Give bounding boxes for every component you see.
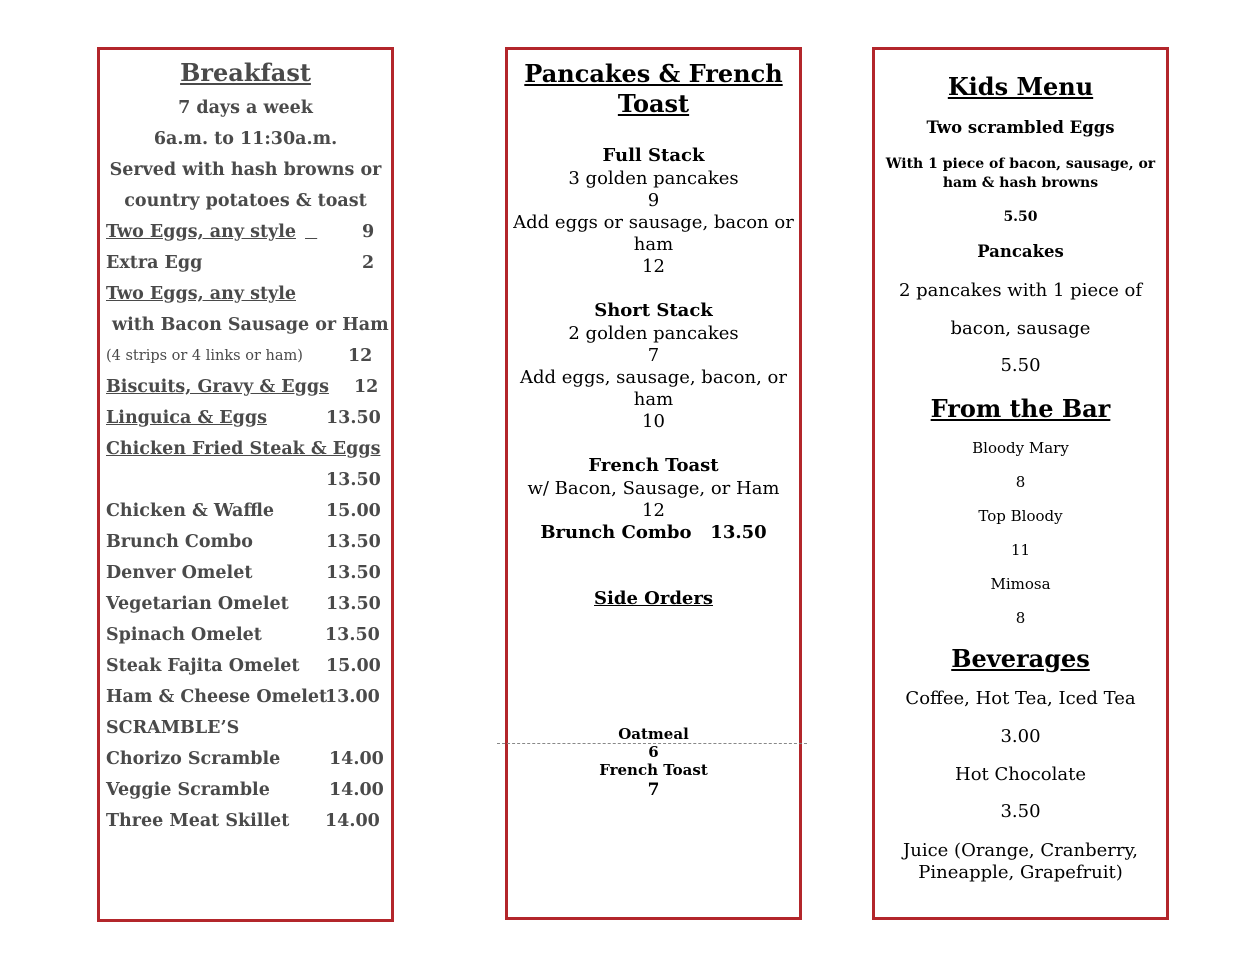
menu-item: Vegetarian Omelet [106,594,289,614]
bar-item-name: Mimosa [990,575,1051,593]
french-toast-side-price: 7 [647,780,660,800]
side-orders-heading: Side Orders [594,588,713,609]
pancakes-title-line1: Pancakes & French [524,59,783,88]
short-stack-desc: 2 golden pancakes [568,323,739,344]
menu-item: Ham & Cheese Omelet [106,687,328,707]
brunch-combo-label: Brunch Combo [540,522,692,543]
menu-item: Two Eggs, any style [106,284,296,304]
full-stack-addon-line2: ham [633,234,674,255]
menu-item: Linguica & Eggs [106,408,267,428]
french-toast-name: French Toast [588,455,719,476]
menu-price: 2 [362,253,375,273]
menu-item: Steak Fajita Omelet [106,656,300,676]
bar-item-price: 8 [1015,609,1026,627]
menu-price: 15.00 [326,501,381,521]
short-stack-addon-line1: Add eggs, sausage, bacon, or [520,367,787,388]
menu-price: 12 [354,377,379,397]
short-stack-price: 7 [647,345,660,366]
beverage-item-line1: Juice (Orange, Cranberry, [903,840,1138,861]
breakfast-note-line1: Served with hash browns or [109,160,382,180]
menu-item-note: (4 strips or 4 links or ham) [106,348,303,364]
kids-bar-beverages-panel [872,47,1169,920]
beverage-price: 3.00 [1000,726,1041,747]
beverage-item-line2: Pineapple, Grapefruit) [918,862,1123,883]
full-stack-addon-price: 12 [642,256,665,277]
menu-item: Brunch Combo [106,532,253,552]
menu-price: 13.50 [326,563,381,583]
full-stack-price: 9 [647,190,660,211]
breakfast-title: Breakfast [180,58,311,87]
oatmeal-name: Oatmeal [618,725,689,743]
menu-price: 9 [362,222,375,242]
menu-price: 12 [348,346,373,366]
kids-item1-price: 5.50 [1003,209,1038,225]
menu-price: 13.50 [326,470,381,490]
breakfast-note-line2: country potatoes & toast [124,191,367,211]
breakfast-hours: 6a.m. to 11:30a.m. [153,129,338,149]
breakfast-days: 7 days a week [178,98,313,118]
menu-price: 15.00 [326,656,381,676]
kids-item2-desc-line2: bacon, sausage [950,318,1091,339]
menu-item: Denver Omelet [106,563,253,583]
kids-item2-price: 5.50 [1000,355,1041,376]
menu-price: 13.50 [326,532,381,552]
menu-item: Extra Egg [106,253,203,273]
menu-item: Chicken Fried Steak & Eggs [106,439,381,459]
beverage-item: Hot Chocolate [955,764,1086,785]
menu-price: 13.50 [326,408,381,428]
beverage-price: 3.50 [1000,801,1041,822]
pancakes-panel [505,47,802,920]
pancakes-title-line2: Toast [617,89,690,118]
french-toast-price: 12 [642,500,665,521]
french-toast-desc: w/ Bacon, Sausage, or Ham [527,478,780,499]
short-stack-addon-price: 10 [642,411,665,432]
kids-item2-name: Pancakes [977,242,1064,261]
menu-section-heading: SCRAMBLE’S [106,718,240,738]
underline-filler [305,222,317,242]
oatmeal-price: 6 [648,743,659,761]
full-stack-desc: 3 golden pancakes [568,168,739,189]
full-stack-addon-line1: Add eggs or sausage, bacon or [513,212,794,233]
short-stack-name: Short Stack [594,300,713,321]
beverage-item: Coffee, Hot Tea, Iced Tea [905,688,1136,709]
menu-item: Two Eggs, any style [106,222,296,242]
bar-item-name: Bloody Mary [972,439,1069,457]
menu-price: 13.00 [325,687,380,707]
menu-item: Spinach Omelet [106,625,262,645]
french-toast-side-name: French Toast [599,761,708,779]
menu-price: 14.00 [329,780,384,800]
menu-item: Three Meat Skillet [106,811,290,831]
brunch-combo [508,522,799,544]
breakfast-panel [97,47,394,922]
beverages-title: Beverages [951,644,1090,673]
bar-item-price: 8 [1015,473,1026,491]
kids-item1-desc-line1: With 1 piece of bacon, sausage, or [885,156,1156,172]
kids-item1-desc-line2: ham & hash browns [942,175,1099,191]
menu-price: 14.00 [329,749,384,769]
dashed-divider [497,743,807,744]
menu-item: Chicken & Waffle [106,501,275,521]
bar-item-price: 11 [1010,541,1031,559]
menu-item: with Bacon Sausage or Ham [112,315,389,335]
kids-menu-title: Kids Menu [947,72,1094,101]
menu-item: Biscuits, Gravy & Eggs [106,377,329,397]
kids-item1-name: Two scrambled Eggs [926,118,1115,137]
brunch-combo-price: 13.50 [710,522,767,543]
menu-price: 13.50 [326,594,381,614]
full-stack-name: Full Stack [602,145,705,166]
menu-item: Chorizo Scramble [106,749,281,769]
menu-price: 13.50 [325,625,380,645]
kids-item2-desc-line1: 2 pancakes with 1 piece of [898,280,1143,301]
short-stack-addon-line2: ham [633,389,674,410]
bar-item-name: Top Bloody [978,507,1063,525]
bar-title: From the Bar [930,394,1111,423]
menu-price: 14.00 [325,811,380,831]
menu-item: Veggie Scramble [106,780,270,800]
